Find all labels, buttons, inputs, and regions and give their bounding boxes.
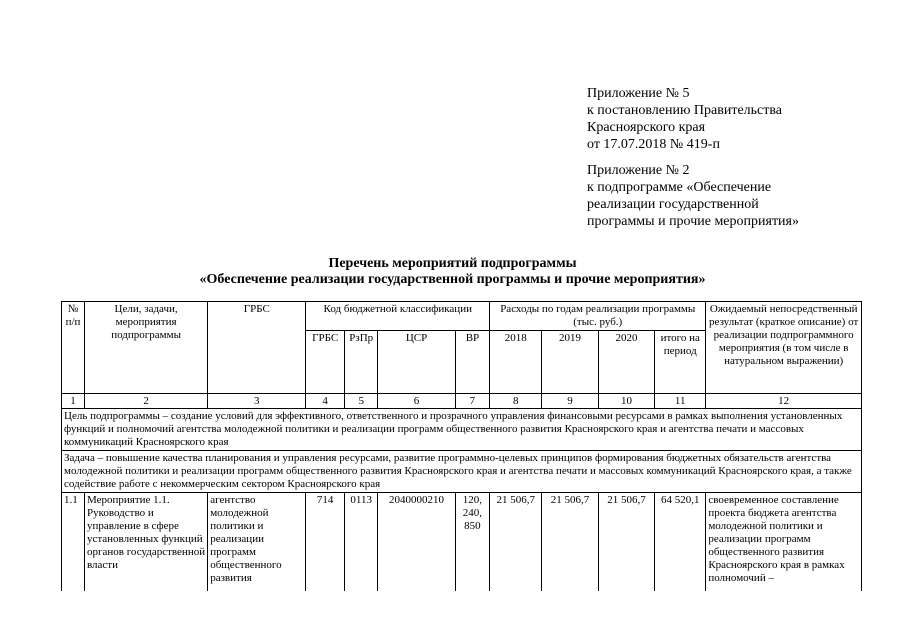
header-num: № п/п: [62, 302, 85, 394]
column-number: 2: [84, 394, 207, 409]
row-2018: 21 506,7: [490, 493, 542, 592]
column-number: 8: [490, 394, 542, 409]
column-number: 1: [62, 394, 85, 409]
header-expenses: Расходы по годам реализации программы (тыс. руб.): [490, 302, 706, 331]
row-csr: 2040000210: [378, 493, 455, 592]
header-expected-result: Ожидаемый непосредственный результат (краткое описание) от реализации подпрограммного мероприятия (в том числе в натуральном выражении): [706, 302, 862, 394]
column-number: 3: [208, 394, 306, 409]
activities-table: [61, 301, 862, 591]
appendix-5-line: к постановлению Правительства: [587, 103, 783, 118]
goal-row: [62, 409, 862, 451]
header-2019: 2019: [542, 331, 598, 394]
header-csr: ЦСР: [378, 331, 455, 394]
table-header-row: [62, 302, 862, 331]
row-rzpr: 0113: [345, 493, 378, 592]
header-rzpr: РзПр: [345, 331, 378, 394]
header-2020: 2020: [598, 331, 654, 394]
document-title: Перечень мероприятий подпрограммы: [328, 256, 577, 271]
row-activity-text: Мероприятие 1.1. Руководство и управление в сфере установленных функций органов государственной власти: [86, 494, 206, 571]
column-number-row: [62, 394, 862, 409]
row-total: 64 520,1: [655, 493, 706, 592]
row-grbs-code: 714: [306, 493, 345, 592]
appendix-5-block: [587, 85, 887, 153]
row-grbs: [208, 493, 306, 592]
header-grbs-code: ГРБС: [306, 331, 345, 394]
document-subtitle: «Обеспечение реализации государственной программы и прочие мероприятия»: [199, 272, 706, 287]
header-budget-code: Код бюджетной классификации: [306, 302, 490, 331]
subprogram-goal: Цель подпрограммы – создание условий для эффективного, ответственного и прозрачного управления финансовыми ресурсами в рамках выполнения установленных функций и полномочий агентства молодежной политики и реализации программ общественного развития Красноярского края и агентства печати и массовых коммуникаций Красноярского края: [62, 409, 862, 451]
row-result-text: своевременное составление проекта бюджета агентства молодежной политики и реализации программ общественного развития Красноярского края в рамках полномочий –: [708, 494, 845, 584]
row-2020: 21 506,7: [598, 493, 654, 592]
header-vr: ВР: [455, 331, 489, 394]
appendix-5-line: от 17.07.2018 № 419-п: [587, 137, 720, 152]
appendix-2-line: к подпрограмме «Обеспечение: [587, 180, 772, 195]
row-activity: [84, 493, 207, 592]
row-vr: 120, 240, 850: [455, 493, 489, 592]
row-result: [706, 493, 862, 592]
row-num: 1.1: [62, 493, 85, 592]
header-goals: Цели, задачи, мероприятия подпрограммы: [84, 302, 207, 394]
column-number: 9: [542, 394, 598, 409]
appendix-2-block: [587, 162, 887, 230]
column-number: 5: [345, 394, 378, 409]
header-total: итого на период: [655, 331, 706, 394]
subprogram-task: Задача – повышение качества планирования и управления ресурсами, развитие программно-целевых принципов формирования бюджетных обязательств агентства молодежной политики и реализации программ общественного развития Красноярского края и агентства печати и массовых коммуникаций Красноярского края, а также содействие работе с некоммерческим сектором Красноярского края: [62, 451, 862, 493]
appendix-2-line: программы и прочие мероприятия»: [587, 214, 799, 229]
column-number: 4: [306, 394, 345, 409]
appendix-2-line: Приложение № 2: [587, 163, 690, 178]
row-2019: 21 506,7: [542, 493, 598, 592]
column-number: 6: [378, 394, 455, 409]
appendix-5-line: Приложение № 5: [587, 86, 690, 101]
appendix-2-line: реализации государственной: [587, 197, 759, 212]
column-number: 10: [598, 394, 654, 409]
column-number: 12: [706, 394, 862, 409]
task-row: [62, 451, 862, 493]
header-2018: 2018: [490, 331, 542, 394]
appendix-5-line: Красноярского края: [587, 120, 706, 135]
column-number: 7: [455, 394, 489, 409]
table-row: [62, 493, 862, 592]
column-number: 11: [655, 394, 706, 409]
row-grbs-text: агентство молодежной политики и реализации программ общественного развития: [210, 494, 282, 584]
header-grbs: ГРБС: [208, 302, 306, 394]
